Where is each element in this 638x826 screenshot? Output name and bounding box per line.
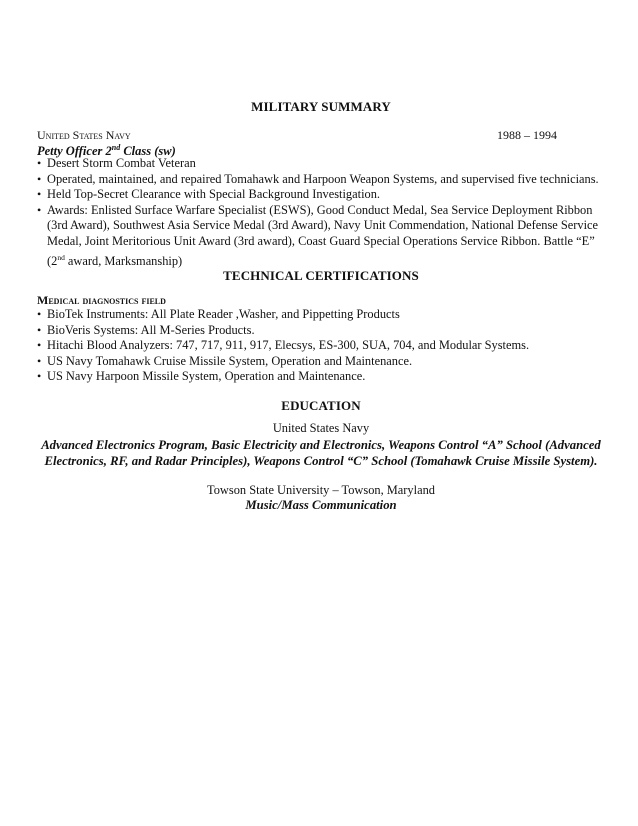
certification-field-label: Medical diagnostics field bbox=[37, 293, 166, 307]
list-item bbox=[37, 354, 605, 370]
list-item bbox=[37, 338, 605, 354]
school-name-navy: United States Navy bbox=[272, 421, 370, 435]
military-bullet-list bbox=[37, 156, 605, 269]
list-item bbox=[37, 323, 605, 339]
school-name-towson: Towson State University – Towson, Maryland bbox=[207, 483, 435, 497]
bullet-icon: • bbox=[37, 156, 42, 170]
technical-certifications-heading: TECHNICAL CERTIFICATIONS bbox=[223, 268, 419, 283]
military-employer-row bbox=[37, 128, 605, 143]
rank-suffix: Class (sw) bbox=[120, 144, 176, 159]
bullet-icon: • bbox=[37, 322, 42, 337]
certification-list bbox=[37, 307, 605, 385]
bullet-icon: • bbox=[37, 187, 42, 202]
cert-text: BioVeris Systems: All M-Series Products. bbox=[47, 322, 255, 337]
bullet-icon: • bbox=[37, 369, 42, 384]
list-item-awards bbox=[37, 203, 605, 270]
bullet-text: Held Top-Secret Clearance with Special Background Investigation. bbox=[47, 187, 381, 202]
program-towson: Music/Mass Communication bbox=[245, 498, 397, 512]
list-item bbox=[37, 172, 605, 188]
awards-text: Awards: Enlisted Surface Warfare Specialist (ESWS), Good Conduct Medal, Sea Service Deployment Ribbon (3rd Award), Southwest Asia Service Medal (3rd Award), Navy Unit Commendation, National Defense Service Medal, Joint Meritorious Unit Award (3rd award), Coast Guard Special Operations Service Ribbon. Battle “E” (2 bbox=[47, 202, 599, 268]
list-item bbox=[37, 187, 605, 203]
bullet-icon: • bbox=[37, 202, 42, 217]
bullet-icon: • bbox=[37, 338, 42, 353]
rank-superscript: nd bbox=[111, 143, 121, 152]
cert-text: US Navy Harpoon Missile System, Operation and Maintenance. bbox=[47, 369, 366, 384]
cert-text: BioTek Instruments: All Plate Reader ,Washer, and Pippetting Products bbox=[47, 307, 400, 321]
organization-name: United States Navy bbox=[37, 128, 131, 142]
service-dates: 1988 – 1994 bbox=[497, 128, 557, 142]
awards-superscript: nd bbox=[57, 252, 65, 262]
bullet-text: Desert Storm Combat Veteran bbox=[47, 156, 196, 170]
awards-tail: award, Marksmanship) bbox=[64, 253, 183, 268]
rank-text: Petty Officer 2 bbox=[37, 144, 112, 159]
bullet-icon: • bbox=[37, 307, 42, 321]
cert-text: Hitachi Blood Analyzers: 747, 717, 911, 917, Elecsys, ES-300, SUA, 704, and Modular Systems. bbox=[47, 338, 530, 353]
list-item bbox=[37, 156, 605, 172]
program-navy: Advanced Electronics Program, Basic Electricity and Electronics, Weapons Control “A” School (Advanced Electronics, RF, and Radar Principles), Weapons Control “C” School (Tomahawk Cruise Missile System). bbox=[41, 438, 601, 468]
bullet-text: Operated, maintained, and repaired Tomahawk and Harpoon Weapon Systems, and supervised five technicians. bbox=[47, 171, 599, 186]
military-summary-heading: MILITARY SUMMARY bbox=[251, 99, 391, 114]
list-item bbox=[37, 369, 605, 385]
bullet-icon: • bbox=[37, 353, 42, 368]
education-heading: EDUCATION bbox=[281, 398, 361, 413]
cert-text: US Navy Tomahawk Cruise Missile System, Operation and Maintenance. bbox=[47, 353, 413, 368]
bullet-icon: • bbox=[37, 171, 42, 186]
list-item bbox=[37, 307, 605, 323]
